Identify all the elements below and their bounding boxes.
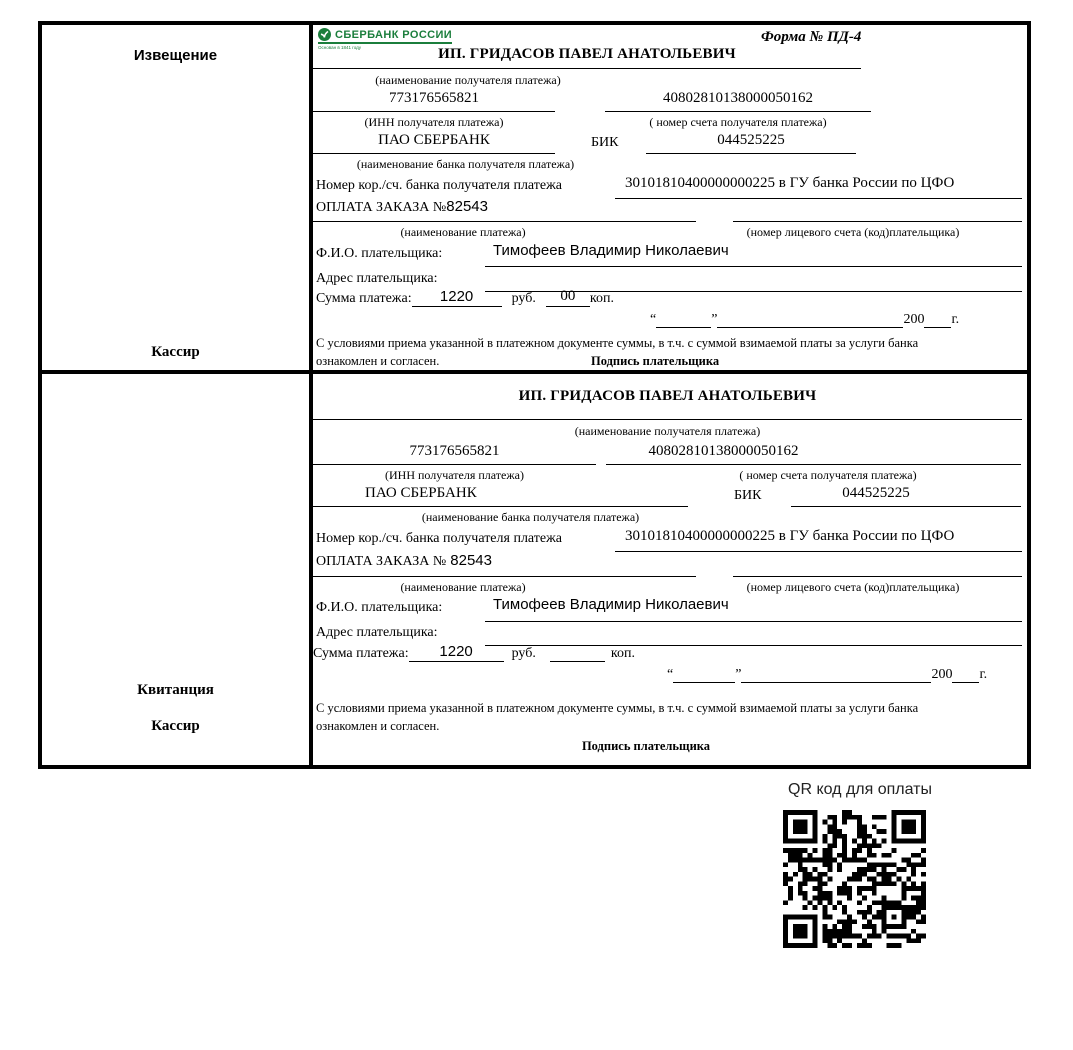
kop-label-2: коп.	[610, 646, 635, 661]
year-prefix: 200	[903, 312, 925, 327]
order-number: 82543	[446, 198, 488, 215]
payee-name: ИП. ГРИДАСОВ ПАВЕЛ АНАТОЛЬЕВИЧ	[313, 46, 861, 69]
payer-address-label-2: Адрес плательщика:	[316, 625, 438, 640]
payment-purpose-2	[313, 552, 696, 577]
bank-name-2: ПАО СБЕРБАНК	[313, 485, 688, 507]
terms-line2-2: ознакомлен и согласен.	[316, 719, 440, 734]
account-caption: ( номер счета получателя платежа)	[649, 115, 827, 129]
kop-label: коп.	[589, 291, 614, 306]
date-day-line	[656, 311, 711, 328]
inn-caption: (ИНН получателя платежа)	[364, 115, 504, 129]
amount-row-2	[313, 643, 635, 662]
quote-open: “	[650, 312, 657, 327]
account-value: 40802810138000050162	[605, 90, 871, 112]
signature-label-2: Подпись плательщика	[581, 739, 711, 754]
terms-block	[316, 334, 996, 370]
receipt-content	[313, 374, 1027, 765]
amount-label: Сумма платежа:	[316, 291, 412, 306]
year-suffix-2: г.	[979, 667, 988, 682]
logo-underline	[318, 42, 452, 44]
amount-row	[316, 288, 614, 307]
quote-close-2: ”	[735, 667, 742, 682]
terms-line1-2: С условиями приема указанной в платежном документе суммы, в т.ч. с суммой взимаемой платы за услуги банка	[316, 701, 919, 715]
personal-account-line	[733, 198, 1022, 222]
notice-stub	[42, 25, 313, 370]
receipt-stub-title: Квитанция	[137, 682, 214, 698]
form-number: Форма № ПД-4	[761, 29, 862, 45]
corr-value: 30101810400000000225 в ГУ банка России по ЦФО	[615, 175, 1022, 199]
terms-line1: С условиями приема указанной в платежном документе суммы, в т.ч. с суммой взимаемой платы за услуги банка	[316, 336, 919, 350]
payer-name-label: Ф.И.О. плательщика:	[316, 246, 443, 261]
bik-value: 044525225	[646, 132, 856, 154]
personal-caption: (номер лицевого счета (код)плательщика)	[746, 225, 960, 239]
notice-content	[313, 25, 1027, 370]
order-number-2: 82543	[450, 552, 492, 569]
date-month-line-2	[741, 666, 931, 683]
date-day-line-2	[673, 666, 735, 683]
corr-label: Номер кор./сч. банка получателя платежа	[316, 178, 562, 193]
payment-purpose-label: ОПЛАТА ЗАКАЗА №	[316, 200, 447, 215]
corr-label-2: Номер кор./сч. банка получателя платежа	[316, 531, 562, 546]
notice-section	[42, 25, 1027, 374]
payment-document	[38, 21, 1031, 769]
payment-purpose-label-2: ОПЛАТА ЗАКАЗА №	[316, 554, 447, 569]
date-line	[650, 311, 959, 328]
account-caption-2: ( номер счета получателя платежа)	[739, 468, 917, 482]
terms-line2: ознакомлен и согласен.	[316, 354, 440, 369]
payment-caption: (наименование платежа)	[400, 225, 526, 239]
bik-label-2: БИК	[734, 488, 762, 503]
date-year-line-2	[952, 666, 979, 683]
quote-open-2: “	[667, 667, 674, 682]
personal-caption-2: (номер лицевого счета (код)плательщика)	[746, 580, 960, 594]
qr-code-label: QR код для оплаты	[788, 781, 933, 798]
amount-rub-value: 1220	[412, 288, 502, 307]
inn-caption-2: (ИНН получателя платежа)	[385, 468, 524, 482]
rub-label-2: руб.	[511, 646, 536, 661]
sberbank-logo-icon	[318, 28, 331, 41]
payee-name-2: ИП. ГРИДАСОВ ПАВЕЛ АНАТОЛЬЕВИЧ	[313, 388, 1022, 420]
bik-value-2: 044525225	[791, 485, 1021, 507]
payment-caption-2: (наименование платежа)	[400, 580, 526, 594]
payer-name-value: Тимофеев Владимир Николаевич	[485, 242, 1022, 267]
payer-name-value-2: Тимофеев Владимир Николаевич	[485, 596, 1022, 622]
qr-code-image	[783, 810, 926, 948]
terms-block-2	[316, 699, 996, 755]
receipt-stub	[42, 374, 313, 765]
bik-label: БИК	[591, 135, 619, 150]
personal-account-line-2	[733, 552, 1022, 577]
amount-rub-value-2: 1220	[409, 643, 504, 662]
account-value-2: 40802810138000050162	[606, 443, 1021, 465]
payer-address-label: Адрес плательщика:	[316, 271, 438, 286]
rub-label: руб.	[511, 291, 536, 306]
amount-label-2: Сумма платежа:	[313, 646, 409, 661]
date-line-2	[667, 666, 987, 683]
bank-name: ПАО СБЕРБАНК	[313, 132, 555, 154]
year-suffix: г.	[951, 312, 960, 327]
amount-kop-value: 00	[546, 288, 590, 307]
bank-caption: (наименование банка получателя платежа)	[356, 157, 575, 171]
payee-caption: (наименование получателя платежа)	[375, 73, 561, 87]
payment-purpose	[313, 198, 696, 222]
quote-close: ”	[711, 312, 718, 327]
date-month-line	[717, 311, 903, 328]
receipt-section	[42, 374, 1027, 765]
inn-value: 773176565821	[313, 90, 555, 112]
date-year-line	[924, 311, 951, 328]
corr-value-2: 30101810400000000225 в ГУ банка России по ЦФО	[615, 528, 1022, 552]
bank-caption-2: (наименование банка получателя платежа)	[421, 510, 640, 524]
payer-name-label-2: Ф.И.О. плательщика:	[316, 600, 443, 615]
inn-value-2: 773176565821	[313, 443, 596, 465]
payee-caption-2: (наименование получателя платежа)	[574, 424, 761, 438]
year-prefix-2: 200	[931, 667, 953, 682]
signature-label: Подпись плательщика	[591, 354, 720, 369]
cashier-label: Кассир	[151, 344, 200, 360]
amount-kop-line-2	[550, 643, 605, 662]
notice-stub-title: Извещение	[133, 47, 218, 64]
bank-logo-text: СБЕРБАНК РОССИИ	[335, 28, 453, 41]
cashier-label-2: Кассир	[151, 718, 200, 734]
bank-logo-tagline: Основан в 1841 году	[318, 45, 362, 50]
